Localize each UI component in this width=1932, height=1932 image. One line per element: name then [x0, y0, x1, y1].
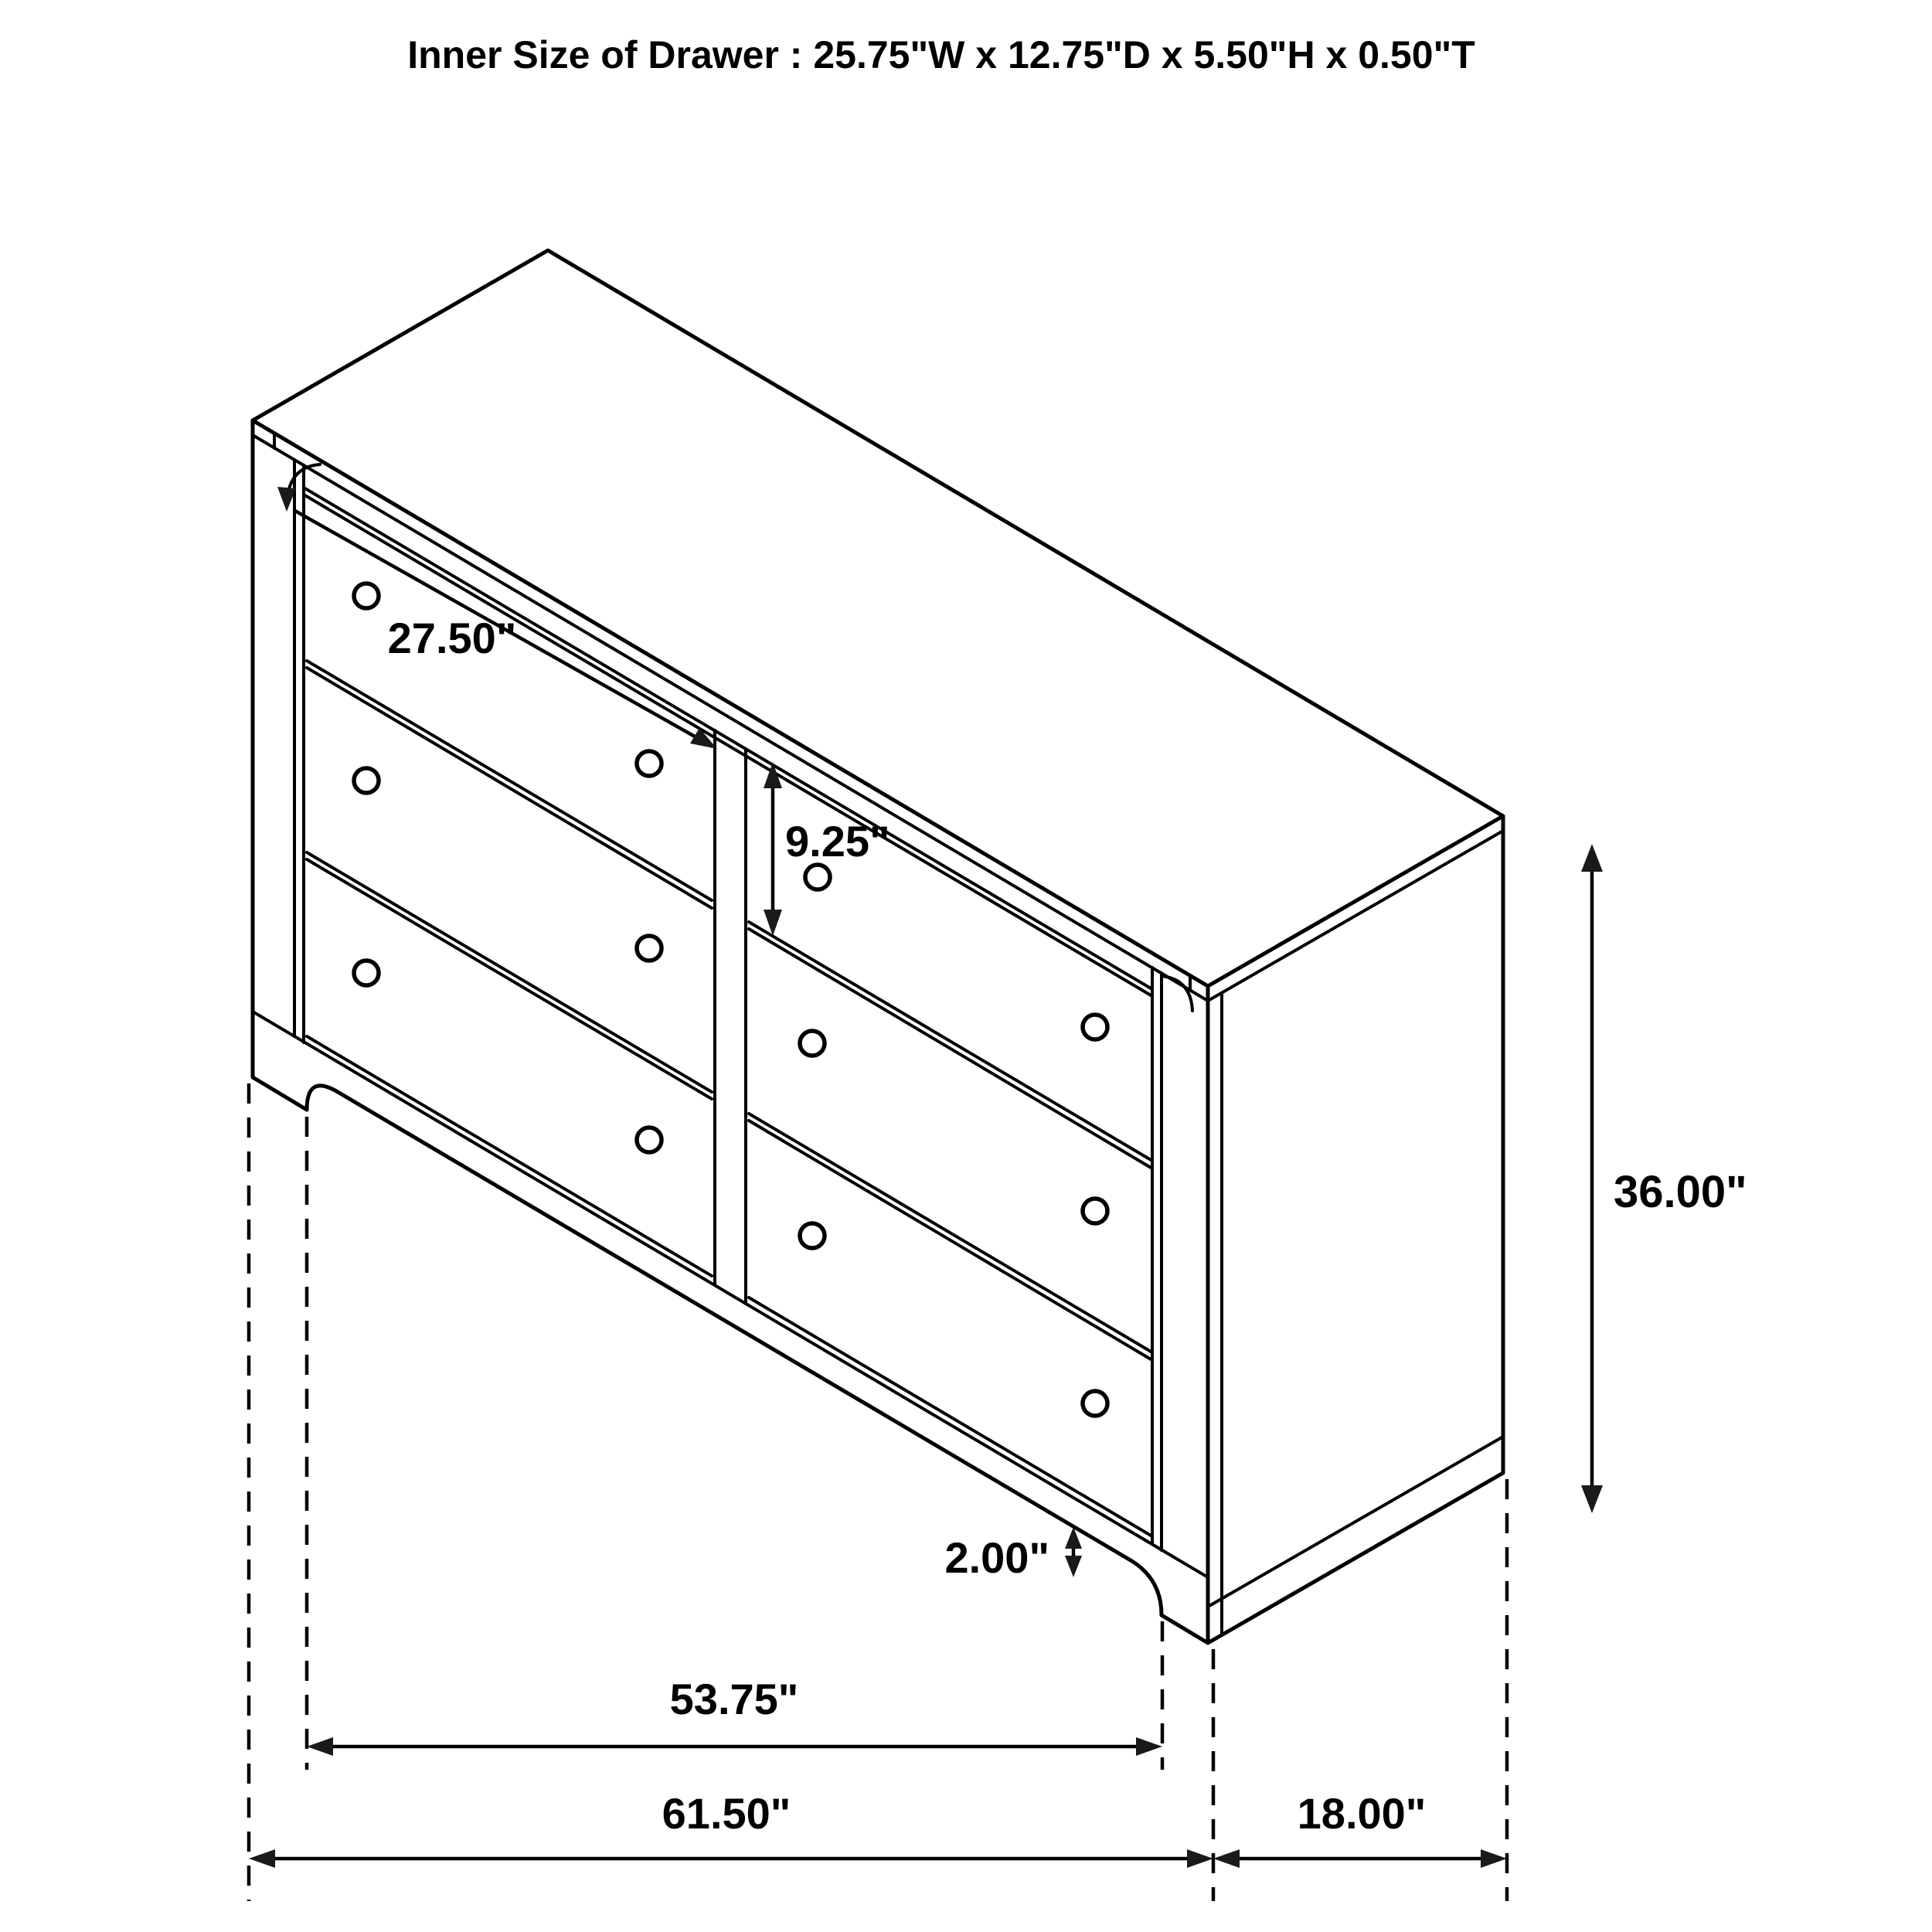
drawer-knob [354, 768, 379, 793]
arrowhead-icon [1481, 1849, 1507, 1868]
dresser-drawing [253, 250, 1503, 1643]
dimension-annotations [249, 487, 1747, 1901]
drawer-knob [354, 583, 379, 608]
drawer-knob [637, 1128, 662, 1152]
dim-label-base-clearance: 2.00" [944, 1533, 1049, 1582]
dim-base-clearance [944, 1527, 1082, 1582]
dim-overall-depth [1213, 1789, 1507, 1868]
drawer-knob [1083, 1015, 1107, 1039]
arrowhead-icon [1136, 1737, 1162, 1756]
dim-overall-height [1581, 844, 1747, 1513]
drawer-knob [800, 1031, 825, 1056]
top-edge-band [253, 435, 1503, 1001]
drawer-knob [1083, 1199, 1107, 1223]
dim-overall-width [249, 1789, 1213, 1868]
drawer-knobs [354, 583, 1107, 1416]
top-band-ticks [274, 434, 1190, 990]
drawer-knob [637, 936, 662, 961]
arrowhead-icon [1581, 1485, 1603, 1513]
extension-lines [249, 1083, 1507, 1901]
drawer-knob [354, 961, 379, 985]
drawer-knob [805, 865, 830, 889]
drawer-knob [637, 751, 662, 776]
drawer-knob [1083, 1391, 1107, 1416]
dim-label-overall-height: 36.00" [1614, 1167, 1747, 1217]
page-title: Inner Size of Drawer : 25.75"W x 12.75"D x 5.50"H x 0.50"T [407, 33, 1475, 77]
dim-label-top-drawer-height: 9.25" [785, 817, 890, 866]
dim-feet-span [307, 1675, 1162, 1756]
dim-label-feet-span: 53.75" [669, 1675, 799, 1723]
base-top-lines [253, 1012, 1503, 1607]
dim-label-overall-width: 61.50" [662, 1789, 791, 1838]
arrowhead-icon [1581, 844, 1603, 872]
dim-label-overall-depth: 18.00" [1297, 1789, 1427, 1838]
cabinet-outline [253, 420, 1503, 1643]
dim-drawer-width [277, 487, 717, 749]
arrowhead-icon [1065, 1556, 1082, 1577]
dim-label-drawer-width: 27.50" [387, 614, 517, 662]
arrowhead-icon [307, 1737, 333, 1756]
drawer-knob [800, 1223, 825, 1248]
arrowhead-icon [1213, 1849, 1240, 1868]
arrowhead-icon [1187, 1849, 1213, 1868]
arrowhead-icon [249, 1849, 275, 1868]
